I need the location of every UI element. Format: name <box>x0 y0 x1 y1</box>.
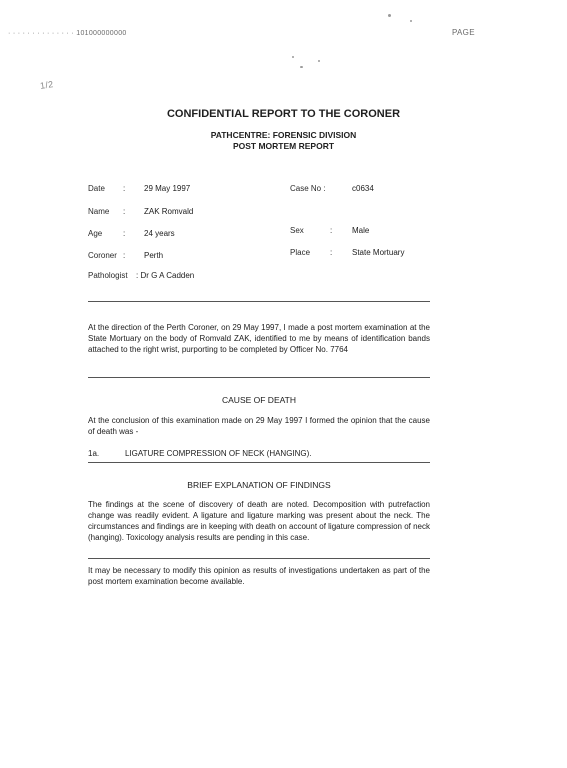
closing-paragraph: It may be necessary to modify this opinion as results of investigations undertaken as part of the post mortem examination become available. <box>88 566 430 586</box>
cause-of-death-heading: CAUSE OF DEATH <box>222 395 296 405</box>
divider <box>88 301 430 302</box>
sex-label: Sex <box>290 226 304 235</box>
fax-page-label: PAGE <box>452 28 475 37</box>
name-label: Name <box>88 207 110 216</box>
name-value: ZAK Romvald <box>144 207 194 216</box>
field-separator: : <box>123 184 126 193</box>
case-number-value: c0634 <box>352 184 374 193</box>
scan-speck <box>410 20 412 22</box>
fax-header-line: · · · · · · · · · · · · · · 101000000000 <box>8 30 127 37</box>
pathologist-value: : Dr G A Cadden <box>136 271 195 280</box>
place-label: Place <box>290 248 311 257</box>
cause-of-death-text: At the conclusion of this examination made on 29 May 1997 I formed the opinion that the cause of death was - <box>88 416 430 436</box>
cause-item-text: LIGATURE COMPRESSION OF NECK (HANGING). <box>125 449 312 458</box>
field-separator: : <box>123 207 126 216</box>
scan-speck <box>300 66 303 68</box>
date-value: 29 May 1997 <box>144 184 191 193</box>
scan-speck <box>318 60 320 62</box>
division-subtitle: PATHCENTRE: FORENSIC DIVISION <box>210 130 357 140</box>
findings-paragraph: The findings at the scene of discovery of death are noted. Decomposition with putrefaction change was readily evident. A ligature and ligature marking was present about the neck. The circumstances and findings are in keeping with death on account of ligature compression of neck (hanging). Toxicology analysis results are pending in this case. <box>88 500 430 542</box>
date-label: Date <box>88 184 105 193</box>
field-separator: : <box>123 251 126 260</box>
field-separator: : <box>123 229 126 238</box>
divider <box>88 377 430 378</box>
coroner-value: Perth <box>144 251 164 260</box>
report-title: CONFIDENTIAL REPORT TO THE CORONER <box>166 108 401 120</box>
handwritten-mark: 1/2 <box>39 79 55 91</box>
cause-item-number: 1a. <box>88 449 100 458</box>
place-value: State Mortuary <box>352 248 405 257</box>
coroner-label: Coroner <box>88 251 117 260</box>
case-number-label: Case No : <box>290 184 326 193</box>
divider <box>88 558 430 559</box>
findings-heading: BRIEF EXPLANATION OF FINDINGS <box>187 480 331 490</box>
age-value: 24 years <box>144 229 175 238</box>
pathologist-label: Pathologist <box>88 271 128 280</box>
field-separator: : <box>330 226 333 235</box>
intro-paragraph: At the direction of the Perth Coroner, on 29 May 1997, I made a post mortem examination at the State Mortuary on the body of Romvald ZAK, identified to me by means of identification bands attached to the right wrist, purporting to be completed by Officer No. 7764 <box>88 323 430 354</box>
scan-speck <box>388 14 391 17</box>
field-separator: : <box>330 248 333 257</box>
age-label: Age <box>88 229 103 238</box>
scan-speck <box>292 56 294 58</box>
divider <box>88 462 430 463</box>
sex-value: Male <box>352 226 370 235</box>
report-type-subtitle: POST MORTEM REPORT <box>232 141 335 151</box>
